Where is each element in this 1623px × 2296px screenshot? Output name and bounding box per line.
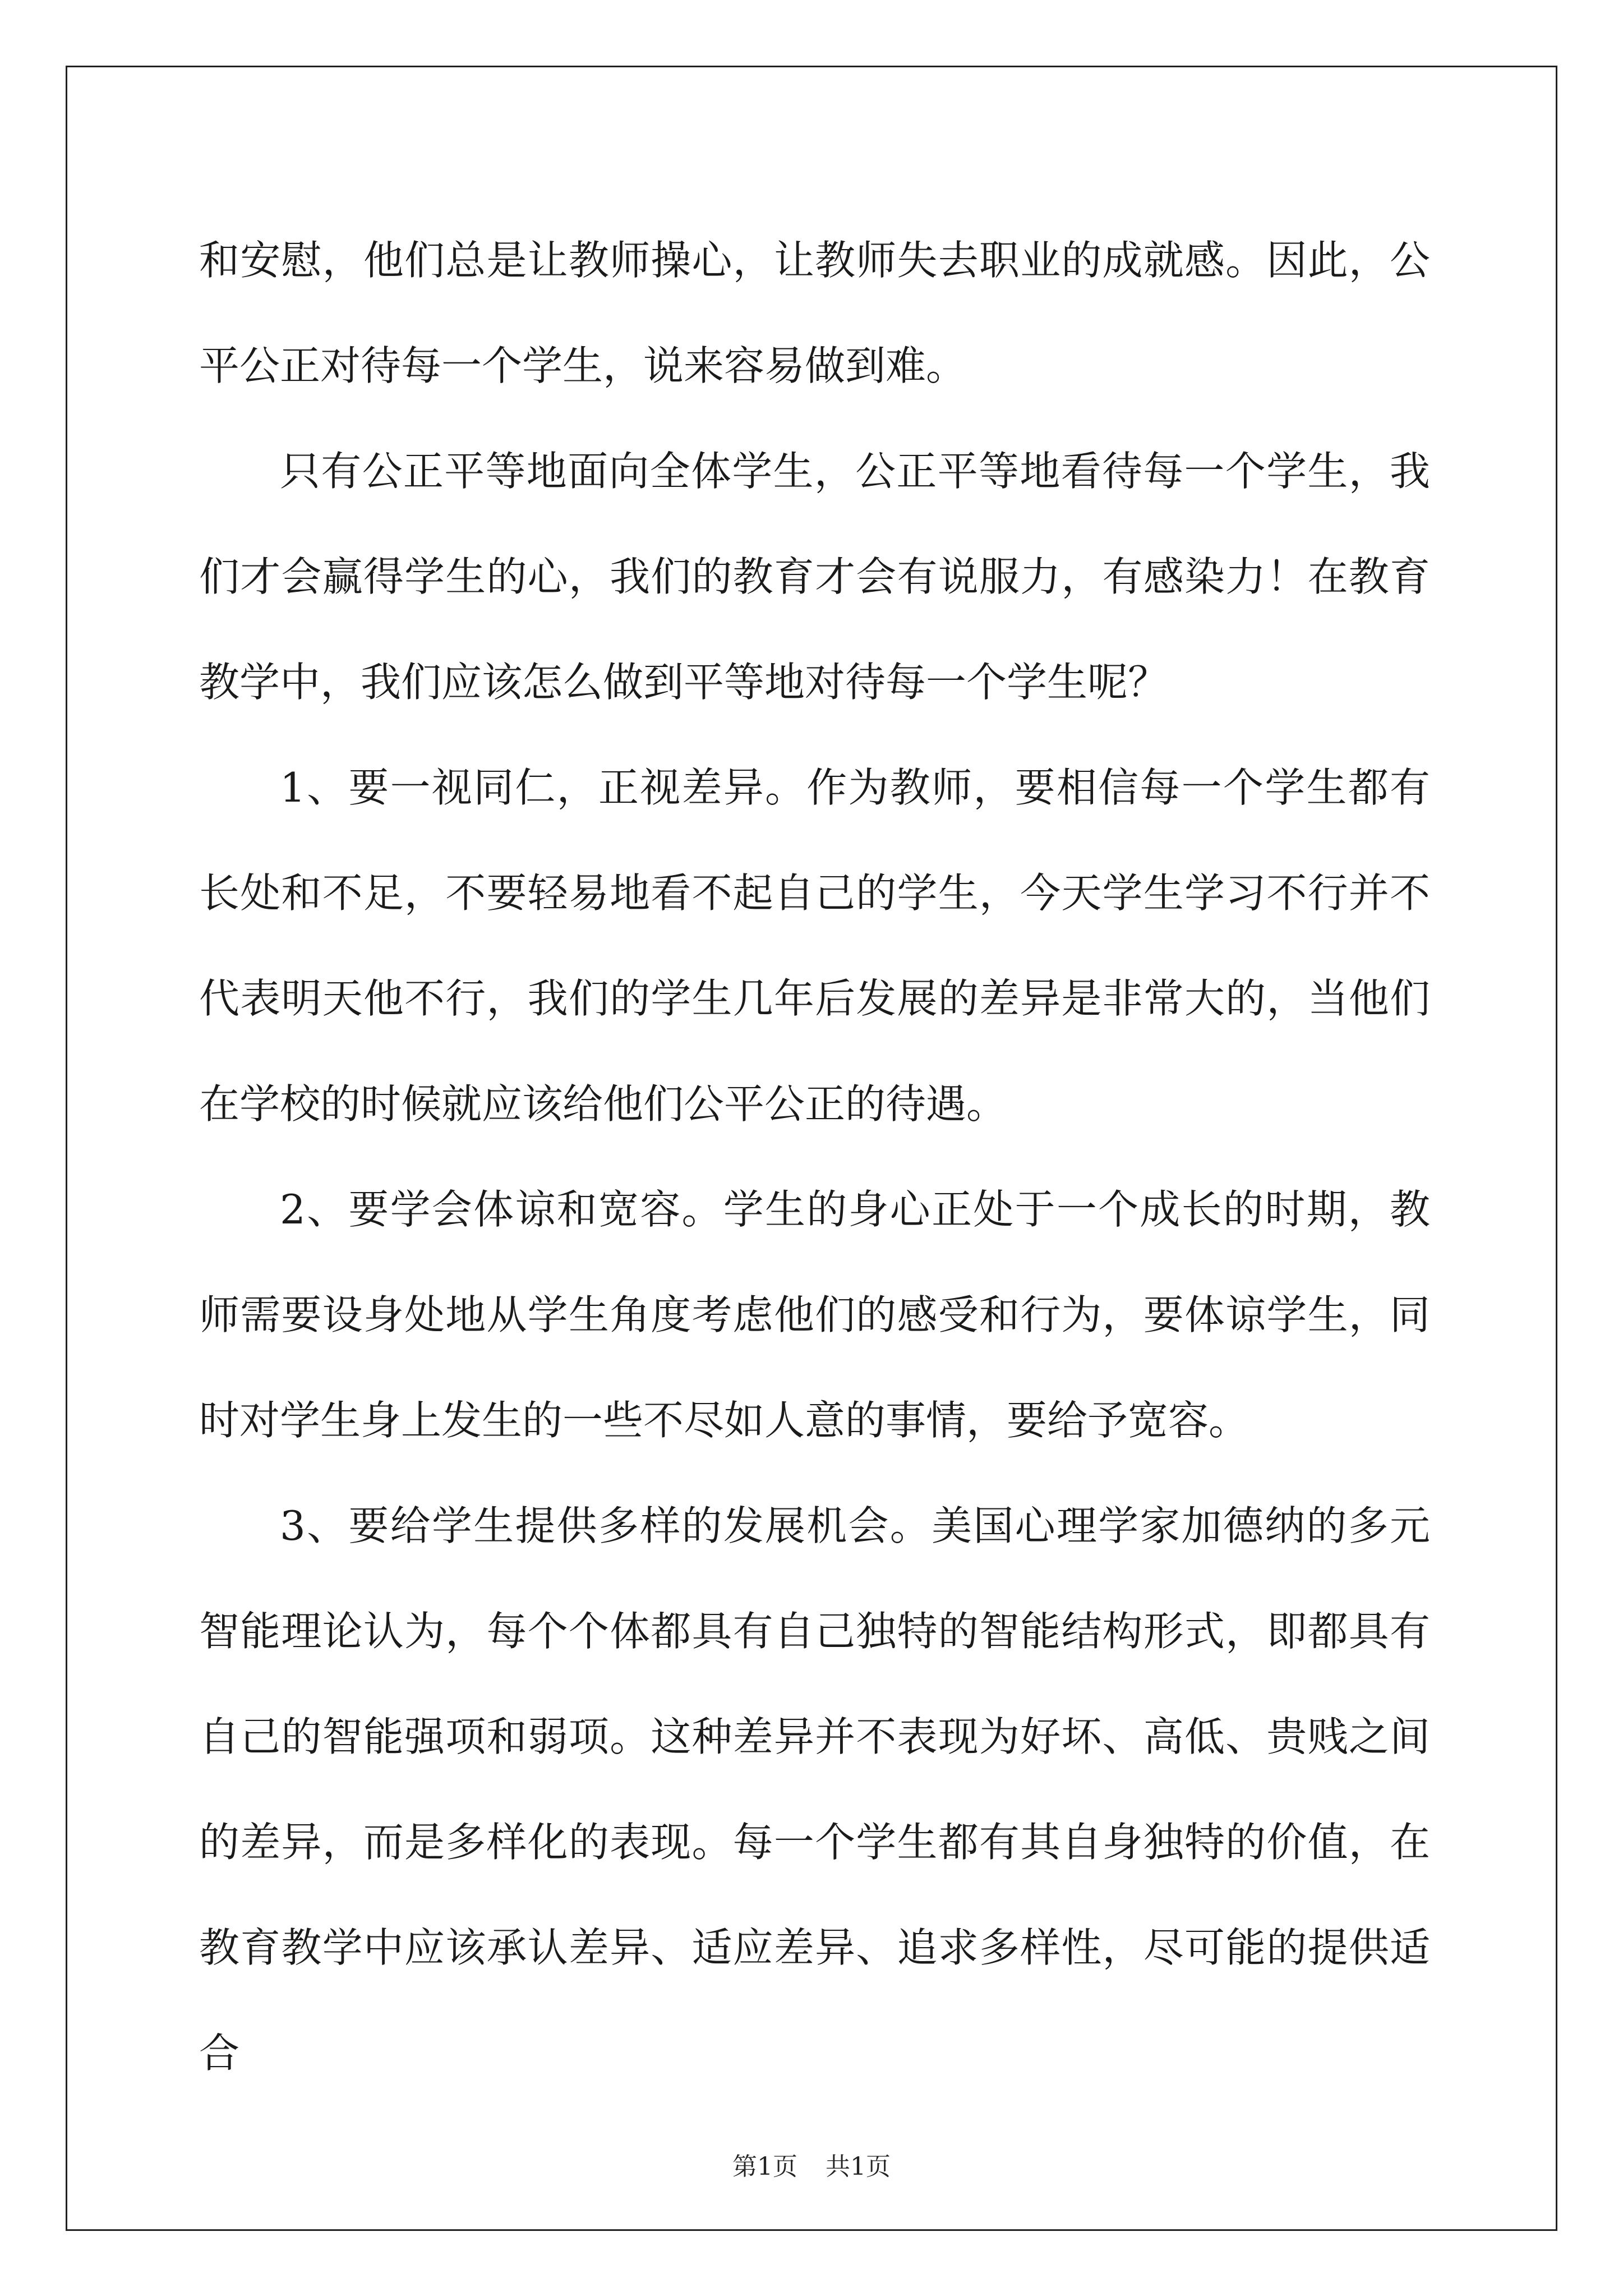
page-total: 共1页 [826, 2152, 891, 2181]
paragraph-2: 只有公正平等地面向全体学生，公正平等地看待每一个学生，我们才会赢得学生的心，我们的教育才会有说服力，有感染力！在教育教学中，我们应该怎么做到平等地对待每一个学生呢？ [199, 448, 1430, 706]
page-footer [0, 2151, 1623, 2183]
paragraph-4: 2、要学会体谅和宽容。学生的身心正处于一个成长的时期，教师需要设身处地从学生角度考虑他们的感受和行为，要体谅学生，同时对学生身上发生的一些不尽如人意的事情，要给予宽容。 [199, 1186, 1430, 1444]
page-number: 第1页 [732, 2152, 797, 2181]
paragraph-3: 1、要一视同仁，正视差异。作为教师，要相信每一个学生都有长处和不足，不要轻易地看不起自己的学生，今天学生学习不行并不代表明天他不行，我们的学生几年后发展的差异是非常大的，当他们在学校的时候就应该给他们公平公正的待遇。 [199, 764, 1430, 1128]
document-body [199, 208, 1430, 2106]
paragraph-5: 3、要给学生提供多样的发展机会。美国心理学家加德纳的多元智能理论认为，每个个体都具有自己独特的智能结构形式，即都具有自己的智能强项和弱项。这种差异并不表现为好坏、高低、贵贱之间的差异，而是多样化的表现。每一个学生都有其自身独特的价值，在教育教学中应该承认差异、适应差异、追求多样性，尽可能的提供适合 [199, 1502, 1430, 2077]
paragraph-1: 和安慰，他们总是让教师操心，让教师失去职业的成就感。因此，公平公正对待每一个学生，说来容易做到难。 [199, 237, 1430, 389]
